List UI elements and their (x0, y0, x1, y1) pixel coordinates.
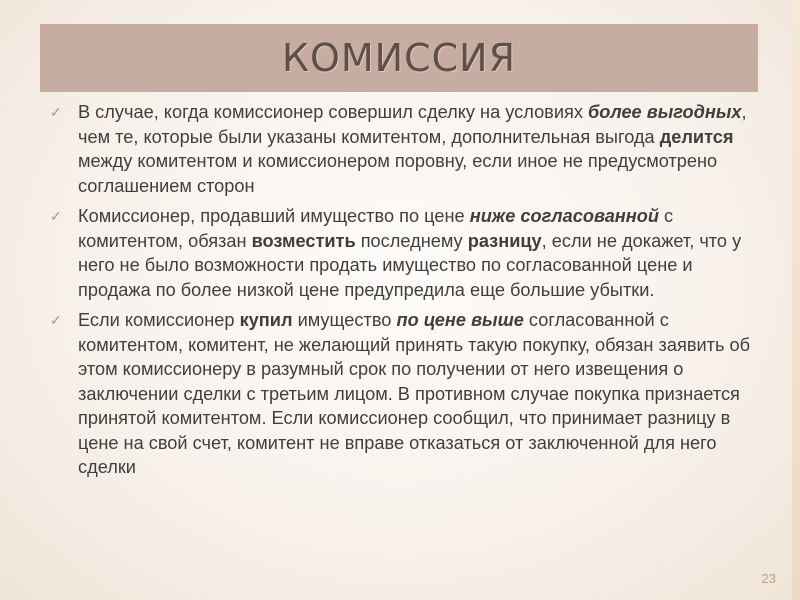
check-icon: ✓ (50, 104, 62, 120)
slide-title: КОМИССИЯ (282, 36, 516, 80)
emphasis-text: ниже согласованной (469, 206, 659, 226)
bullet-item (50, 204, 765, 302)
bullet-item (50, 308, 765, 480)
bullet-text: В случае, когда комиссионер совершил сделку на условиях более выгодных, чем те, которые были указаны комитентом, дополнительная выгода делится между комитентом и комиссионером поровну, если иное не предусмотрено соглашением сторон (78, 102, 747, 196)
emphasis-text: более выгодных (588, 102, 742, 122)
page-number: 23 (761, 571, 776, 586)
title-bar (40, 24, 758, 92)
emphasis-text: купил (239, 310, 293, 330)
bullet-text: Комиссионер, продавший имущество по цене ниже согласованной с комитентом, обязан возместить последнему разницу, если не докажет, что у него не было возможности продать имущество по согласованной цене и продажа по более низкой цене предупредила еще большие убытки. (78, 206, 742, 300)
emphasis-text: разницу (467, 230, 542, 251)
bullet-text: Если комиссионер купил имущество по цене выше согласованной с комитентом, комитент, не желающий принять такую покупку, обязан заявить об этом комиссионеру в разумный срок по получении от него извещения о заключении сделки с третьим лицом. В противном случае покупка признается принятой комитентом. Если комиссионер сообщил, что принимает разницу в цене на свой счет, комитент не вправе отказаться от заключенной для него сделки (78, 310, 751, 477)
bullet-item (50, 100, 765, 198)
check-icon: ✓ (50, 312, 62, 328)
check-icon: ✓ (50, 208, 62, 224)
emphasis-text: делится (659, 126, 734, 147)
emphasis-text: возместить (251, 230, 356, 251)
emphasis-text: по цене выше (396, 310, 524, 330)
bullet-list (50, 100, 765, 486)
decorative-stripe (792, 0, 800, 600)
